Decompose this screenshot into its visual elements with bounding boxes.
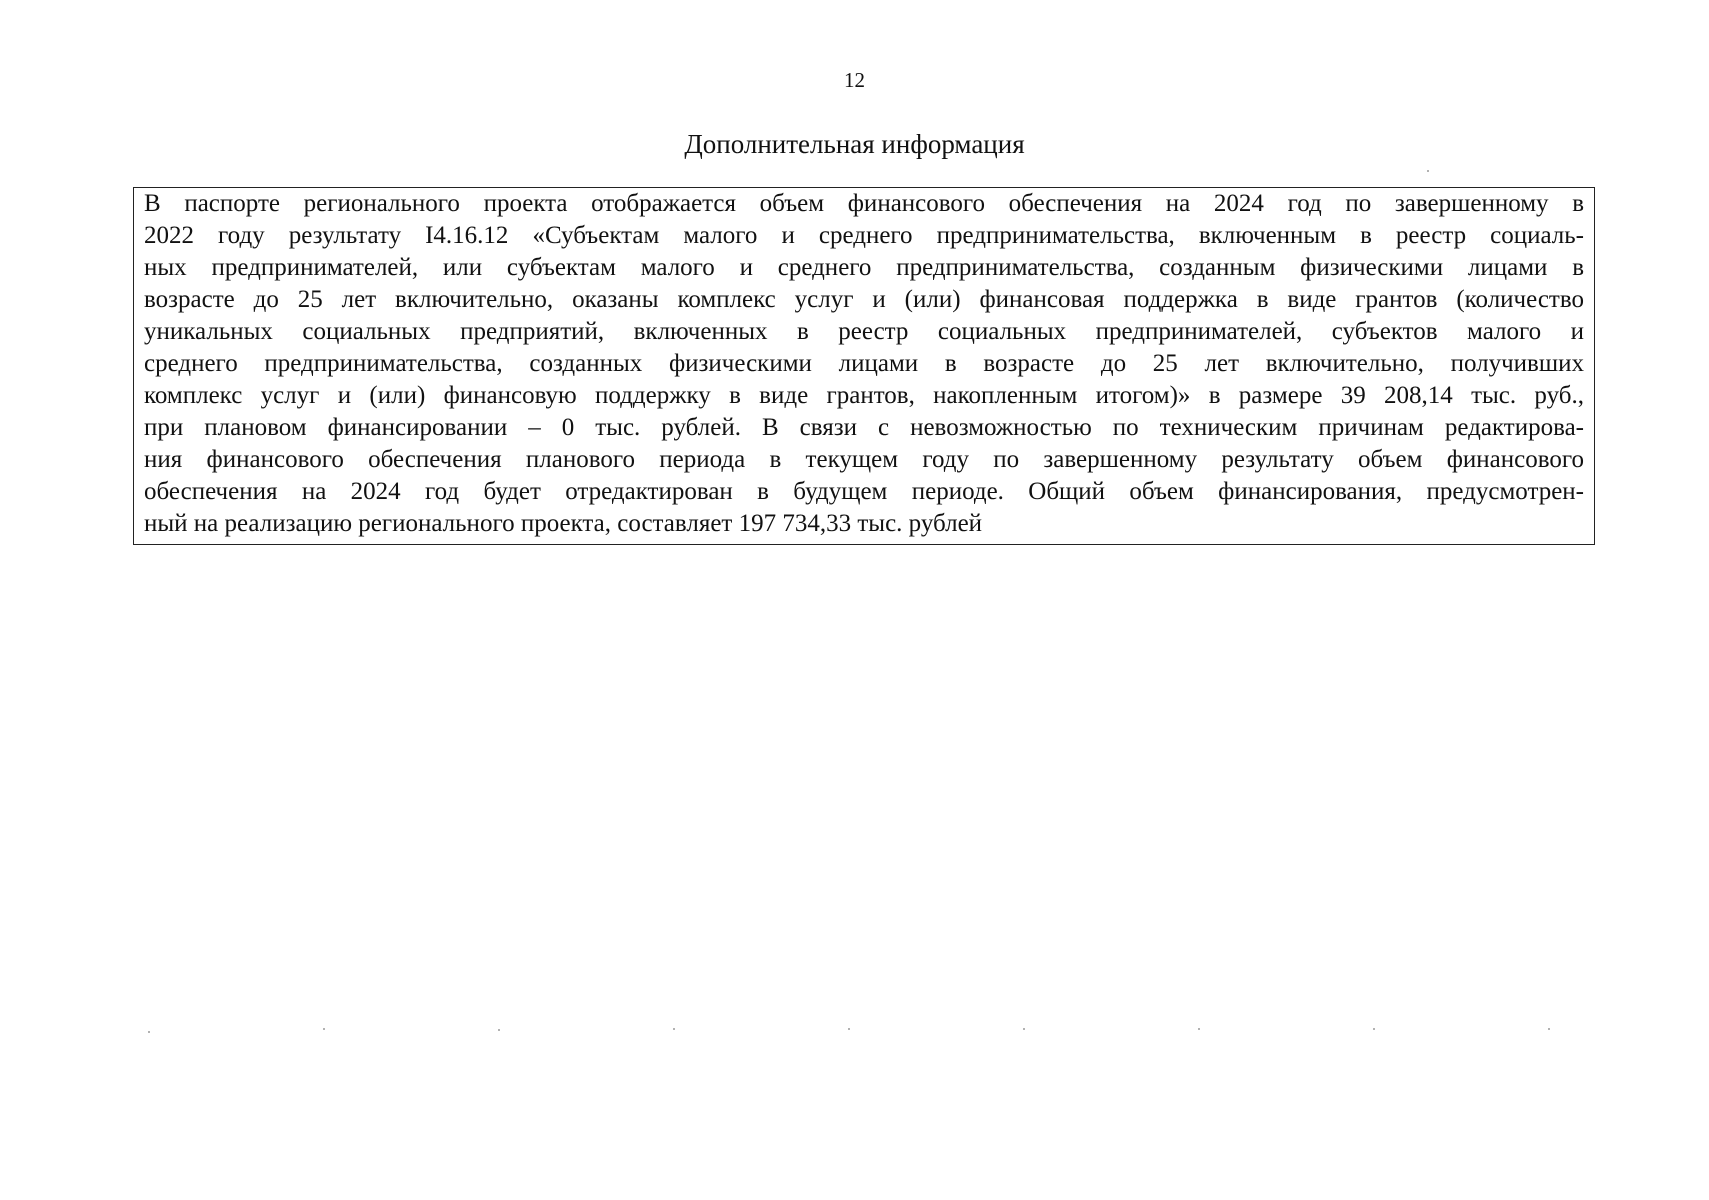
info-text-line: возрасте до 25 лет включительно, оказаны комплекс услуг и (или) финансовая поддержка в виде грантов (количество: [144, 286, 1584, 313]
info-text-line: ных предпринимателей, или субъектам малого и среднего предпринимательства, созданным физическими лицами в: [144, 254, 1584, 281]
info-text-line: 2022 году результату I4.16.12 «Субъектам малого и среднего предпринимательства, включенным в реестр социаль-: [144, 222, 1584, 249]
info-text-line: В паспорте регионального проекта отображается объем финансового обеспечения на 2024 год по завершенному в: [144, 190, 1584, 217]
info-text-line: уникальных социальных предприятий, включенных в реестр социальных предпринимателей, субъектов малого и: [144, 318, 1584, 345]
section-title: Дополнительная информация: [684, 129, 1025, 159]
scan-speck: [1023, 1028, 1025, 1030]
page-number: 12: [844, 68, 865, 92]
scan-speck: [848, 1028, 850, 1030]
info-text-line: ния финансового обеспечения планового периода в текущем году по завершенному результату объем финансового: [144, 446, 1584, 473]
info-text-line: комплекс услуг и (или) финансовую поддержку в виде грантов, накопленным итогом)» в размере 39 208,14 тыс. руб.,: [144, 382, 1584, 409]
scan-speck: [673, 1028, 675, 1030]
info-text-line: обеспечения на 2024 год будет отредактирован в будущем периоде. Общий объем финансирования, предусмотрен-: [144, 478, 1584, 505]
scan-speck: [323, 1028, 325, 1030]
scan-speck: [1373, 1028, 1375, 1030]
info-text-line: среднего предпринимательства, созданных физическими лицами в возрасте до 25 лет включительно, получивших: [144, 350, 1584, 377]
additional-info-box: [133, 187, 1595, 545]
scan-speck: [498, 1029, 500, 1031]
scan-speck: [1427, 170, 1429, 172]
info-text-line: при плановом финансировании – 0 тыс. рублей. В связи с невозможностью по техническим причинам редактирова-: [144, 414, 1584, 441]
info-text-line: ный на реализацию регионального проекта, составляет 197 734,33 тыс. рублей: [144, 510, 983, 537]
scan-speck: [148, 1031, 150, 1033]
scan-speck: [1548, 1028, 1550, 1030]
scan-speck: [1198, 1028, 1200, 1030]
